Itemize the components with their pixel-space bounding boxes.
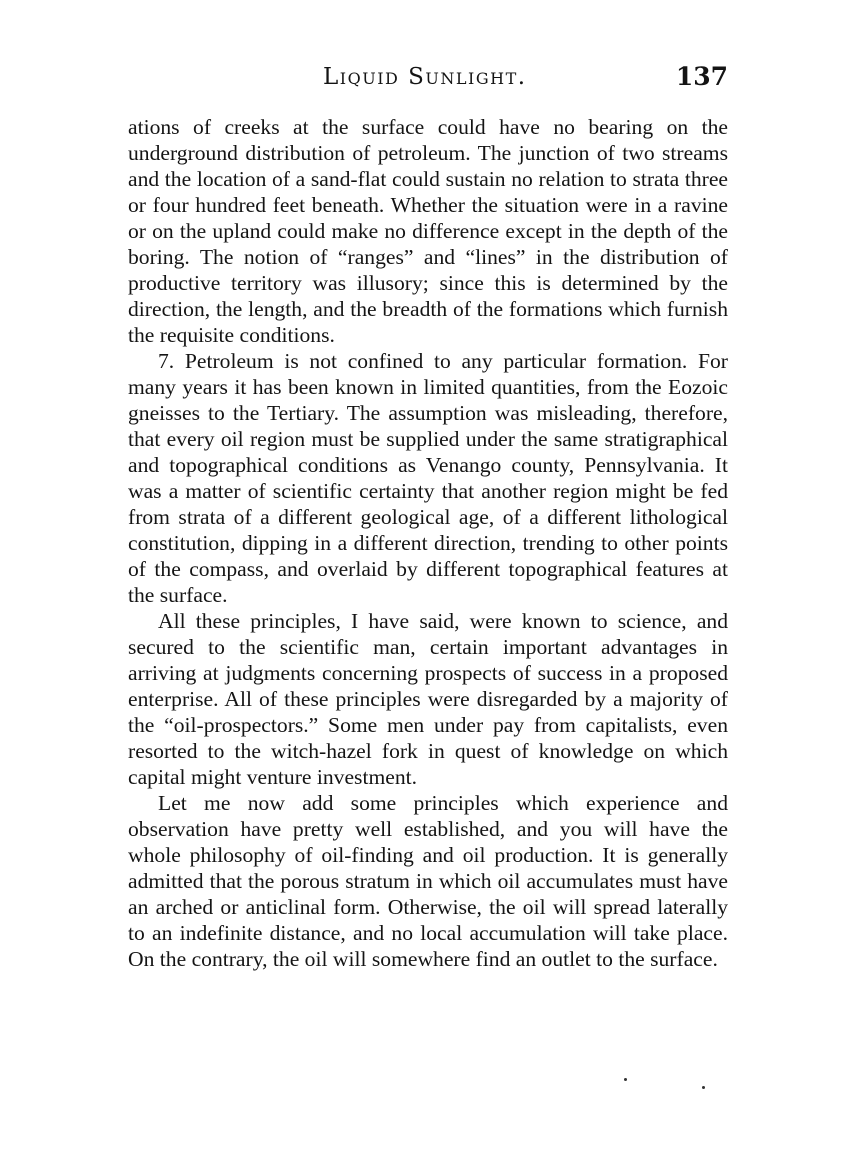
- body-text: [128, 114, 728, 972]
- ink-speck: [624, 1078, 627, 1081]
- paragraph: All these principles, I have said, were known to science, and secured to the scientific man, certain important advantages in arriving at judgments concerning prospects of success in a proposed enterprise. All of these principles were disregarded by a majority of the “oil-prospectors.” Some men under pay from capitalists, even resorted to the witch-hazel fork in quest of knowledge on which capital might venture investment.: [128, 609, 728, 789]
- ink-speck: [702, 1086, 705, 1089]
- page-number: 137: [675, 62, 728, 91]
- running-title: Liquid Sunlight.: [323, 64, 527, 90]
- running-head: [128, 60, 728, 94]
- paragraph: Let me now add some principles which experience and observation have pretty well established, and you will have the whole philosophy of oil-finding and oil production. It is generally admitted that the porous stratum in which oil accumulates must have an arched or anticlinal form. Otherwise, the oil will spread laterally to an indefinite distance, and no local accumulation will take place. On the contrary, the oil will somewhere find an outlet to the surface.: [128, 791, 728, 971]
- paragraph: 7. Petroleum is not confined to any particular formation. For many years it has been known in limited quantities, from the Eozoic gneisses to the Tertiary. The assumption was misleading, therefore, that every oil region must be supplied under the same stratigraphical and topographical conditions as Venango county, Pennsylvania. It was a matter of scientific certainty that another region might be fed from strata of a different geological age, of a different lithological constitution, dipping in a different direction, trending to other points of the compass, and overlaid by different topographical features at the surface.: [128, 349, 728, 607]
- paragraph: ations of creeks at the surface could have no bearing on the underground distribution of petroleum. The junction of two streams and the location of a sand-flat could sustain no relation to strata three or four hundred feet beneath. Whether the situation were in a ravine or on the upland could make no difference except in the depth of the boring. The notion of “ranges” and “lines” in the distribution of productive territory was illusory; since this is determined by the direction, the length, and the breadth of the formations which furnish the requisite conditions.: [128, 115, 728, 347]
